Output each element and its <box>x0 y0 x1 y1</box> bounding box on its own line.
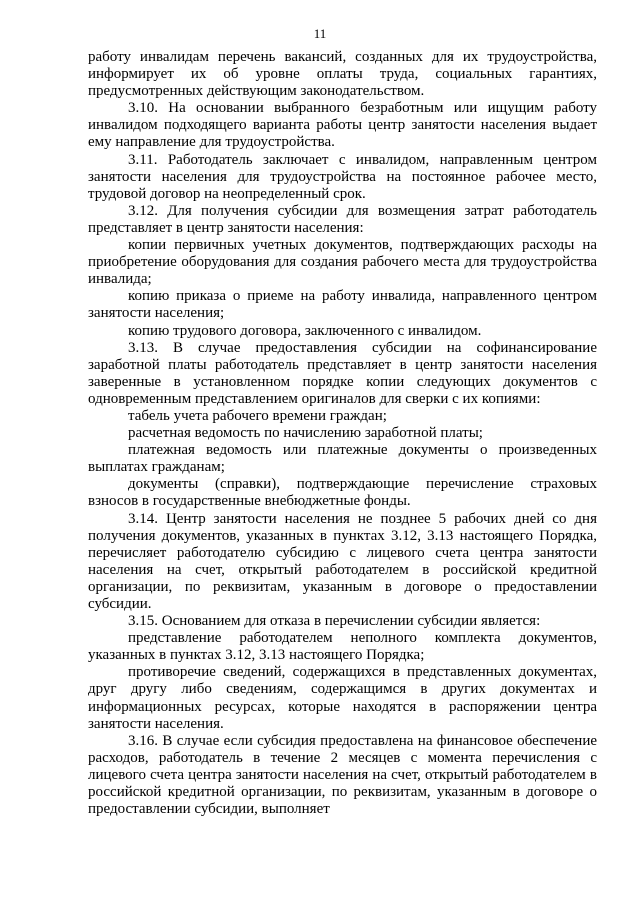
list-item-contradictions: противоречие сведений, содержащихся в представленных документах, друг другу либо сведениям, содержащимся в других документах и информационных ресурсах, которые находятся в распоряжении центра занятости населения. <box>88 664 597 732</box>
paragraph-3-11: 3.11. Работодатель заключает с инвалидом, направленным центром занятости населения для трудоустройства на постоянное рабочее место, трудовой договор на неопределенный срок. <box>88 151 597 202</box>
list-item-payment-docs: платежная ведомость или платежные документы о произведенных выплатах гражданам; <box>88 442 597 476</box>
list-item-hiring-order: копию приказа о приеме на работу инвалида, направленного центром занятости населения; <box>88 288 597 322</box>
document-body <box>88 49 597 818</box>
paragraph-3-10: 3.10. На основании выбранного безработным или ищущим работу инвалидом подходящего варианта работы центр занятости населения выдает ему направление для трудоустройства. <box>88 100 597 151</box>
paragraph-continuation: работу инвалидам перечень вакансий, созданных для их трудоустройства, информирует их об уровне оплаты труда, социальных гарантиях, предусмотренных действующим законодательством. <box>88 49 597 100</box>
list-item-payroll-statement: расчетная ведомость по начислению заработной платы; <box>128 425 483 442</box>
paragraph-3-13: 3.13. В случае предоставления субсидии на софинансирование заработной платы работодатель представляет в центр занятости населения заверенные в установленном порядке копии следующих документов с одновременным представлением оригиналов для сверки с их копиями: <box>88 339 597 407</box>
list-item-labor-contract: копию трудового договора, заключенного с инвалидом. <box>128 322 482 339</box>
paragraph-3-15: 3.15. Основанием для отказа в перечислении субсидии является: <box>128 613 541 630</box>
list-item-insurance-docs: документы (справки), подтверждающие перечисление страховых взносов в государственные внебюджетные фонды. <box>88 476 597 510</box>
paragraph-3-12: 3.12. Для получения субсидии для возмещения затрат работодатель представляет в центр занятости населения: <box>88 202 597 236</box>
page-number: 11 <box>313 26 327 41</box>
paragraph-3-16: 3.16. В случае если субсидия предоставлена на финансовое обеспечение расходов, работодатель в течение 2 месяцев с момента перечисления с лицевого счета центра занятости населения на счет, открытый работодателем в российской кредитной организации, по реквизитам, указанным в договоре о предоставлении субсидии, выполняет <box>88 732 597 818</box>
paragraph-3-14: 3.14. Центр занятости населения не позднее 5 рабочих дней со дня получения документов, указанных в пунктах 3.12, 3.13 настоящего Порядка, перечисляет работодателю субсидию с лицевого счета центра занятости населения на счет, открытый работодателем в российской кредитной организации, по реквизитам, указанным в договоре о предоставлении субсидии. <box>88 510 597 612</box>
list-item-incomplete-docs: представление работодателем неполного комплекта документов, указанных в пунктах 3.12, 3.13 настоящего Порядка; <box>88 630 597 664</box>
list-item-primary-docs: копии первичных учетных документов, подтверждающих расходы на приобретение оборудования для создания рабочего места для трудоустройства инвалида; <box>88 237 597 288</box>
list-item-timesheet: табель учета рабочего времени граждан; <box>128 407 387 424</box>
